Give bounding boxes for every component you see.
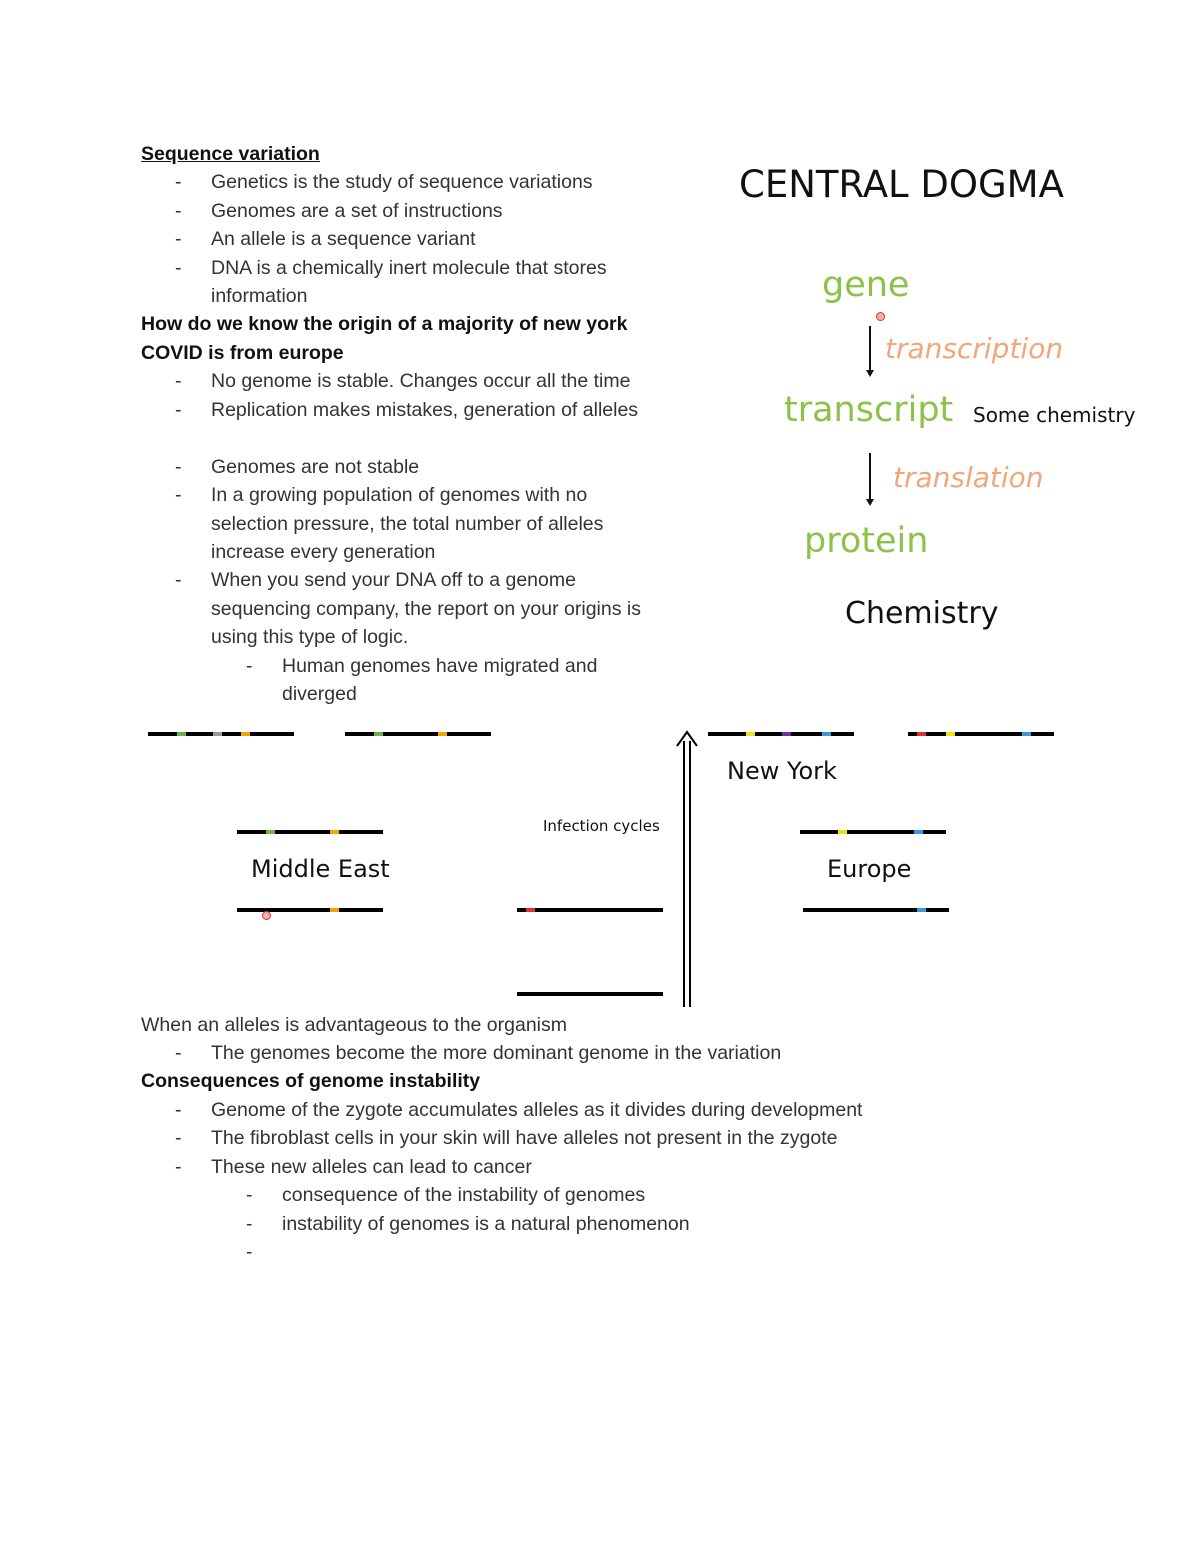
label-middle-east: Middle East [251, 855, 390, 883]
bullet-dash: - [246, 1184, 253, 1206]
genome-bar [237, 830, 383, 834]
list-item-continuation: increase every generation [211, 541, 436, 563]
genome-bar [803, 908, 949, 912]
list-item: When you send your DNA off to a genome [211, 569, 576, 591]
genome-bar [345, 732, 491, 736]
list-item: These new alleles can lead to cancer [211, 1156, 532, 1178]
list-item: An allele is a sequence variant [211, 228, 476, 250]
bullet-dash: - [175, 200, 182, 222]
bullet-dash: - [175, 1127, 182, 1149]
section-heading-sequence-variation: Sequence variation [141, 143, 320, 165]
dogma-chemistry: Chemistry [845, 596, 999, 631]
dogma-transcription: transcription [885, 332, 1064, 365]
bullet-dash: - [246, 1213, 253, 1235]
bullet-dash: - [175, 399, 182, 421]
list-item: No genome is stable. Changes occur all the time [211, 370, 631, 392]
bullet-dash: - [175, 456, 182, 478]
genome-bar [237, 908, 383, 912]
genome-bar [517, 908, 663, 912]
sub-list-item: Human genomes have migrated and [282, 655, 598, 677]
list-item-continuation: sequencing company, the report on your origins is [211, 598, 641, 620]
genome-bar [908, 732, 1054, 736]
paragraph-advantageous: When an alleles is advantageous to the organism [141, 1014, 568, 1036]
bullet-dash: - [175, 228, 182, 250]
list-item: In a growing population of genomes with no [211, 484, 588, 506]
list-item: The fibroblast cells in your skin will have alleles not present in the zygote [211, 1127, 838, 1149]
list-item: Genomes are a set of instructions [211, 200, 503, 222]
sub-list-item: instability of genomes is a natural phenomenon [282, 1213, 690, 1235]
annotation-dot [262, 911, 271, 920]
section-heading-origin-cont: COVID is from europe [141, 342, 344, 364]
down-arrow-icon [862, 326, 878, 378]
list-item: The genomes become the more dominant genome in the variation [211, 1042, 782, 1064]
list-item: Replication makes mistakes, generation of alleles [211, 399, 639, 421]
bullet-dash: - [175, 1099, 182, 1121]
up-arrow-icon [674, 729, 700, 1009]
dogma-some-chemistry: Some chemistry [973, 403, 1136, 427]
bullet-dash: - [175, 1156, 182, 1178]
bullet-dash: - [246, 655, 253, 677]
bullet-dash: - [175, 257, 182, 279]
bullet-dash: - [175, 484, 182, 506]
genome-bar [517, 992, 663, 996]
label-europe: Europe [827, 855, 912, 883]
genome-bar [148, 732, 294, 736]
section-heading-origin: How do we know the origin of a majority of new york [141, 313, 628, 335]
down-arrow-icon [862, 453, 878, 507]
bullet-dash: - [246, 1241, 253, 1263]
sub-list-item: consequence of the instability of genomes [282, 1184, 646, 1206]
dogma-gene: gene [822, 265, 910, 305]
list-item: Genomes are not stable [211, 456, 420, 478]
genome-bar [708, 732, 854, 736]
bullet-dash: - [175, 1042, 182, 1064]
dogma-transcript: transcript [784, 390, 954, 430]
dogma-protein: protein [804, 521, 929, 561]
annotation-dot [876, 312, 885, 321]
central-dogma-title: CENTRAL DOGMA [739, 163, 1064, 206]
bullet-dash: - [175, 171, 182, 193]
genome-bar [800, 830, 946, 834]
bullet-dash: - [175, 569, 182, 591]
list-item: Genome of the zygote accumulates alleles as it divides during development [211, 1099, 863, 1121]
list-item: Genetics is the study of sequence variations [211, 171, 593, 193]
bullet-dash: - [175, 370, 182, 392]
list-item-continuation: selection pressure, the total number of alleles [211, 513, 604, 535]
section-heading-consequences: Consequences of genome instability [141, 1070, 481, 1092]
list-item-continuation: information [211, 285, 308, 307]
sub-list-item-continuation: diverged [282, 683, 357, 705]
label-new-york: New York [727, 757, 837, 785]
dogma-translation: translation [893, 461, 1044, 494]
list-item-continuation: using this type of logic. [211, 626, 409, 648]
list-item: DNA is a chemically inert molecule that stores [211, 257, 607, 279]
label-infection-cycles: Infection cycles [543, 817, 660, 835]
